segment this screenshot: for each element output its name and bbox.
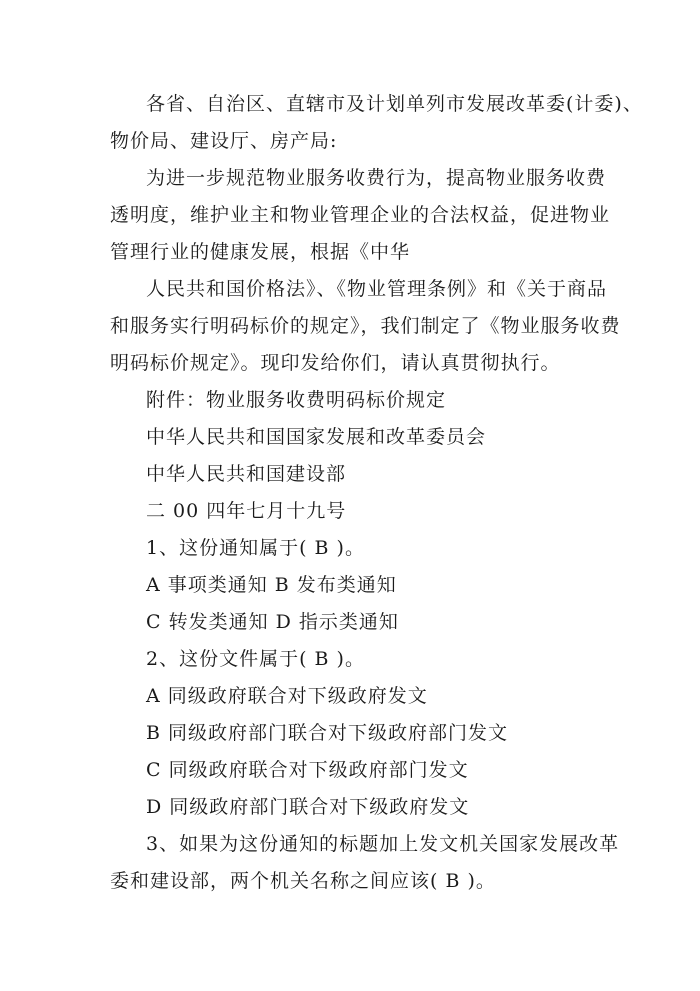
date-line: 二 00 四年七月十九号: [146, 500, 347, 522]
body-line-5: 和服务实行明码标价的规定》，我们制定了《物业服务收费: [110, 315, 621, 337]
question-1-options-ab: A 事项类通知 B 发布类通知: [146, 574, 397, 596]
question-1: 1、这份通知属于( B )。: [146, 537, 365, 559]
salutation-line-2: 物价局、建设厅、房产局:: [110, 130, 338, 152]
issuer-line-2: 中华人民共和国建设部: [146, 463, 347, 485]
body-line-3: 管理行业的健康发展，根据《中华: [110, 241, 411, 263]
salutation-line-1: 各省、自治区、直辖市及计划单列市发展改革委(计委)、: [146, 93, 643, 115]
issuer-line-1: 中华人民共和国国家发展和改革委员会: [146, 426, 487, 448]
question-2-option-a: A 同级政府联合对下级政府发文: [146, 685, 428, 707]
body-line-6: 明码标价规定》。现印发给你们，请认真贯彻执行。: [110, 352, 561, 374]
question-2-option-d: D 同级政府部门联合对下级政府发文: [146, 796, 470, 818]
question-3-line-2: 委和建设部，两个机关名称之间应该( B )。: [110, 870, 496, 892]
attachment-line: 附件：物业服务收费明码标价规定: [146, 389, 447, 411]
question-1-options-cd: C 转发类通知 D 指示类通知: [146, 611, 399, 633]
question-2-option-c: C 同级政府联合对下级政府部门发文: [146, 759, 469, 781]
question-2-option-b: B 同级政府部门联合对下级政府部门发文: [146, 722, 509, 744]
body-line-2: 透明度，维护业主和物业管理企业的合法权益，促进物业: [110, 204, 611, 226]
body-line-4: 人民共和国价格法》、《物业管理条例》和《关于商品: [146, 278, 608, 300]
body-line-1: 为进一步规范物业服务收费行为，提高物业服务收费: [146, 167, 607, 189]
question-3-line-1: 3、如果为这份通知的标题加上发文机关国家发展改革: [146, 833, 620, 855]
question-2: 2、这份文件属于( B )。: [146, 648, 365, 670]
